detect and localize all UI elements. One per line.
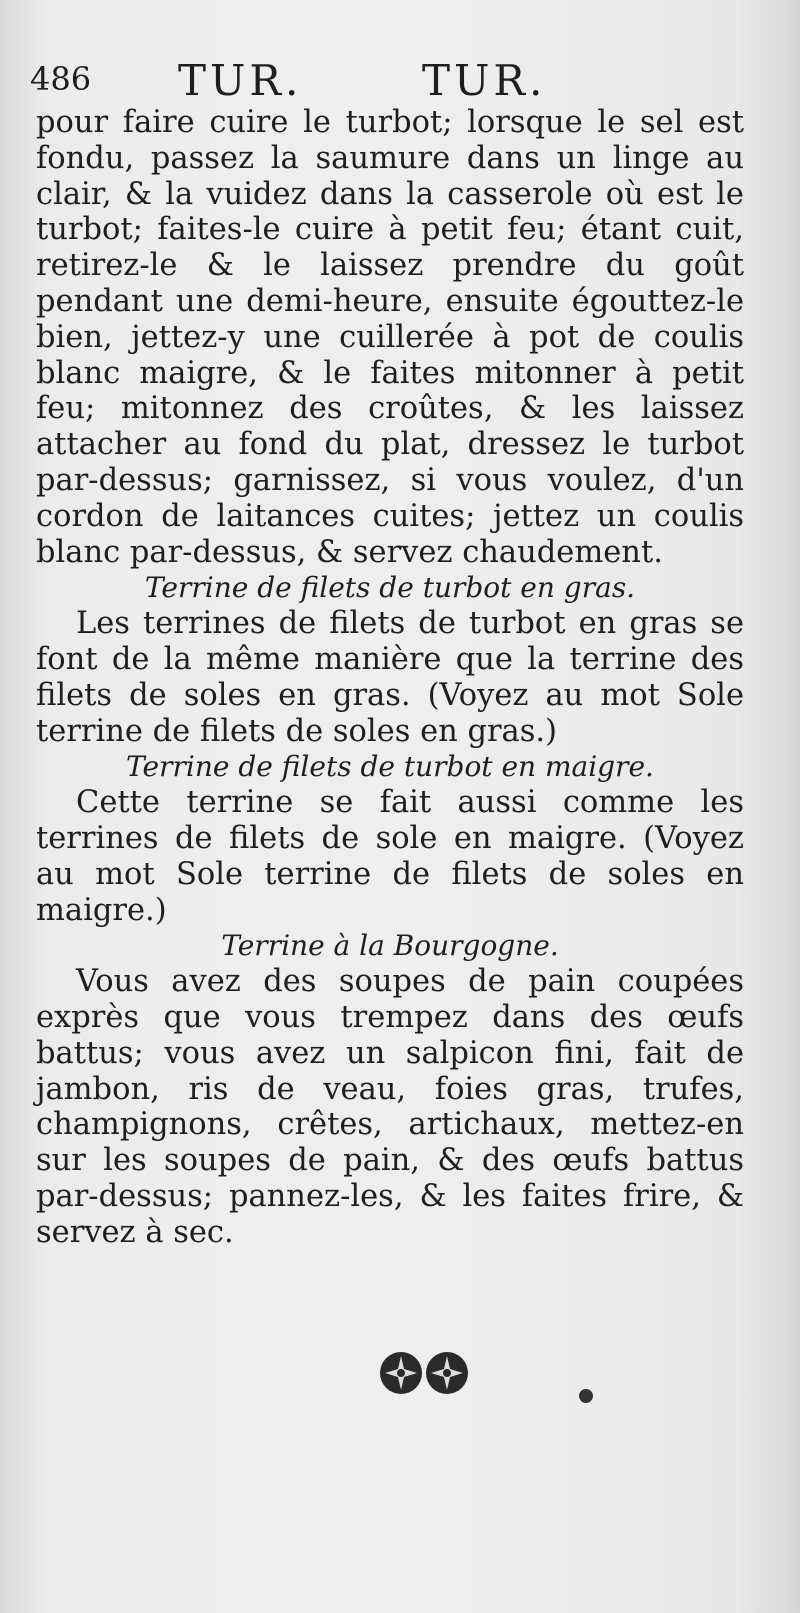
section-heading-terrine-maigre: Terrine de filets de turbot en maigre. [126,750,654,784]
floral-ornament-icon [376,1350,472,1396]
paragraph-terrine-gras: Les terrines de filets de turbot en gras se font de la même manière que la terrine des filets de soles en gras. (Voyez au mot Sole terrine de filets de soles en gras.) [36,606,744,749]
section-heading-terrine-gras: Terrine de filets de turbot en gras. [144,571,636,605]
paragraph-terrine-maigre: Cette terrine se fait aussi comme les terrines de filets de sole en maigre. (Voyez au mot Sole terrine de filets de soles en maigre.) [36,785,744,928]
ink-speck-icon [575,1385,597,1407]
running-head-left: TUR. [178,56,303,105]
running-head-right: TUR. [422,56,547,105]
paragraph-terrine-bourgogne: Vous avez des soupes de pain coupées exprès que vous trempez dans des œufs battus; vous avez un salpicon fini, fait de jambon, ris de veau, foies gras, trufes, champignons, crêtes, artichaux, mettez-en sur les soupes de pain, & des œufs battus par-dessus; pannez-les, & les faites frire, & servez à sec. [36,964,744,1250]
paragraph-turbot-continued: pour faire cuire le turbot; lorsque le sel est fondu, passez la saumure dans un linge au clair, & la vuidez dans la casserole où est le turbot; faites-le cuire à petit feu; étant cuit, retirez-le & le laissez prendre du goût pendant une demi-heure, ensuite égouttez-le bien, jettez-y une cuillerée à pot de coulis blanc maigre, & le faites mitonner à petit feu; mitonnez des croûtes, & les laissez attacher au fond du plat, dressez le turbot par-dessus; garnissez, si vous voulez, d'un cordon de laitances cuites; jettez un coulis blanc par-dessus, & servez chaudement. [36,105,744,570]
page-header [30,56,750,105]
section-heading-terrine-bourgogne: Terrine à la Bourgogne. [221,929,559,963]
page-body [36,105,744,1251]
page-number: 486 [30,60,92,98]
